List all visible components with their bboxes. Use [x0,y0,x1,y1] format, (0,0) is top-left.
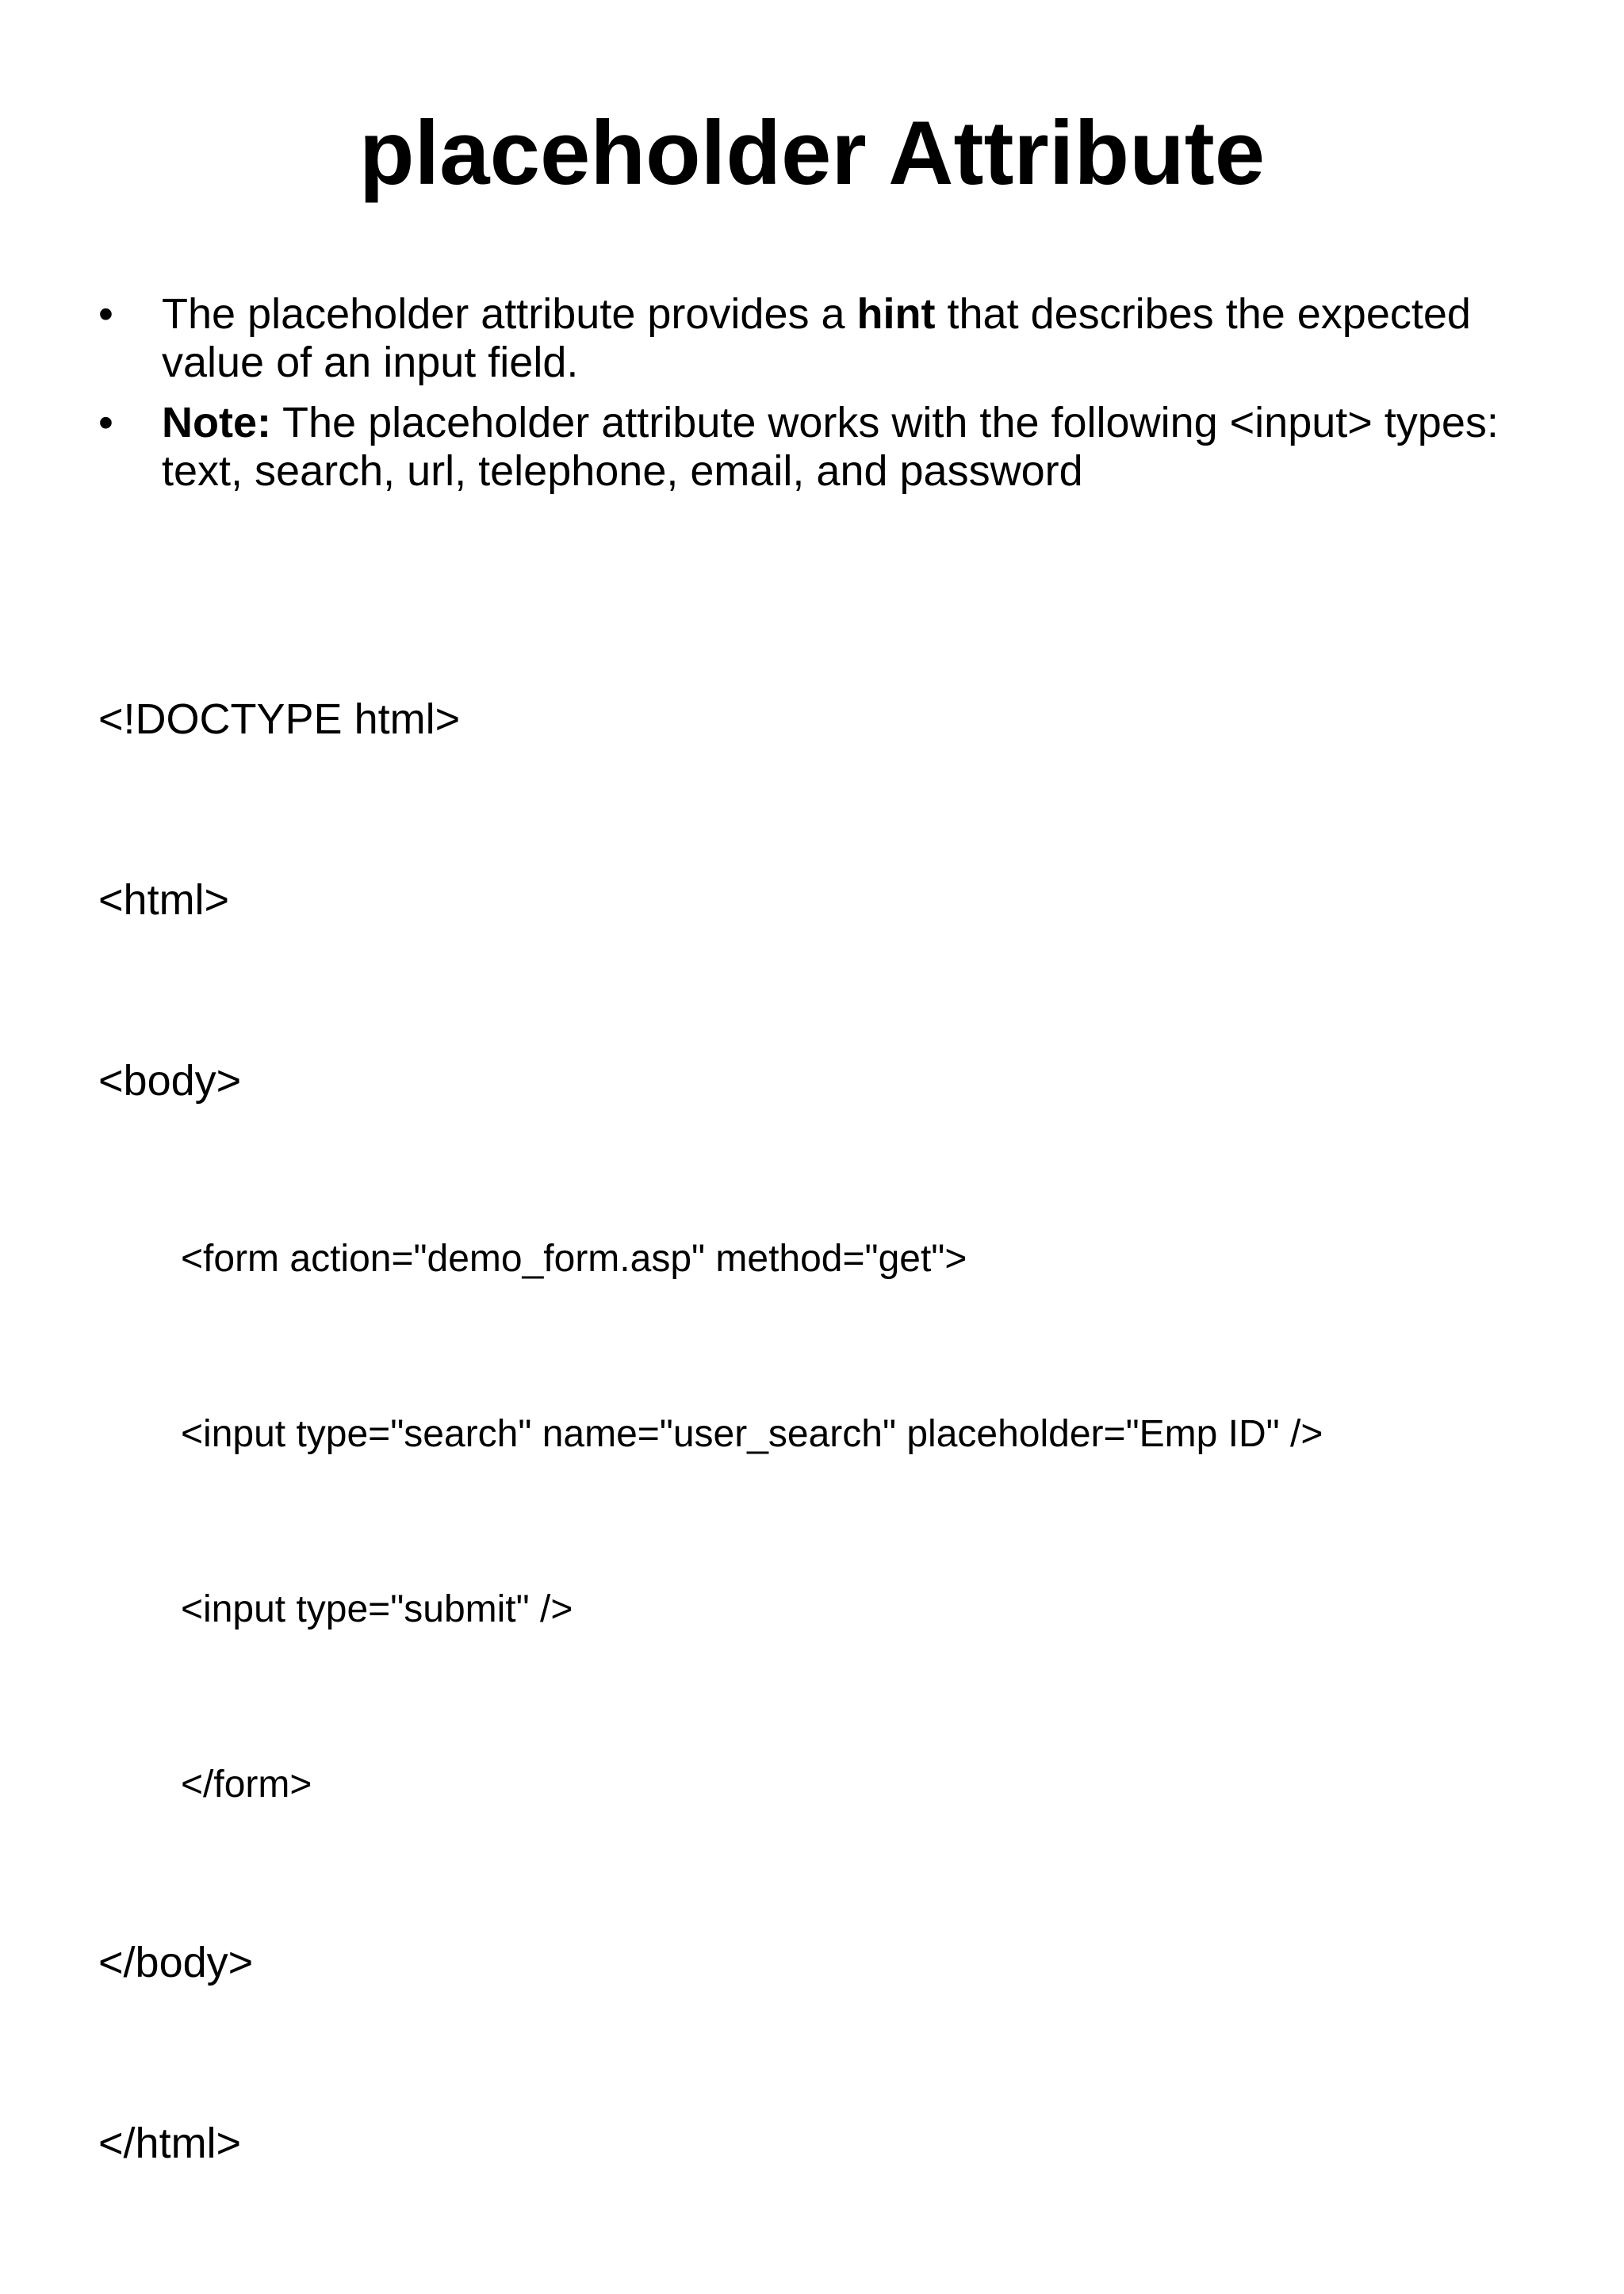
bullet-item-note [98,399,1542,496]
code-line-html-close: </html> [98,2120,242,2167]
code-line-input-submit: <input type="submit" /> [181,1588,573,1630]
bullet-item-hint [98,290,1542,387]
code-line-form-close: </form> [181,1764,312,1806]
code-example [98,569,1542,2294]
bullet-text-post: that describes the expected value of an input field. [162,290,1471,386]
bullet-text-pre: The placeholder attribute provides a [162,290,857,338]
bullet-note-text: The placeholder attribute works with the following <input> types: text, search, url, telephone, email, and password [162,399,1499,495]
bullet-note-label: Note: [162,399,271,446]
bullet-marker: • [98,290,113,338]
code-line-html-open: <html> [98,876,230,924]
code-line-doctype: <!DOCTYPE html> [98,695,461,743]
bullet-text-bold: hint [856,290,936,338]
code-line-body-open: <body> [98,1057,242,1105]
code-line-form-open: <form action="demo_form.asp" method="get"> [181,1238,967,1280]
code-line-input-search: <input type="search" name="user_search" placeholder="Emp ID" /> [181,1413,1323,1455]
code-line-body-close: </body> [98,1939,254,1986]
bullet-list [98,290,1542,507]
bullet-marker: • [98,399,113,446]
slide-title: placeholder Attribute [358,103,1266,204]
